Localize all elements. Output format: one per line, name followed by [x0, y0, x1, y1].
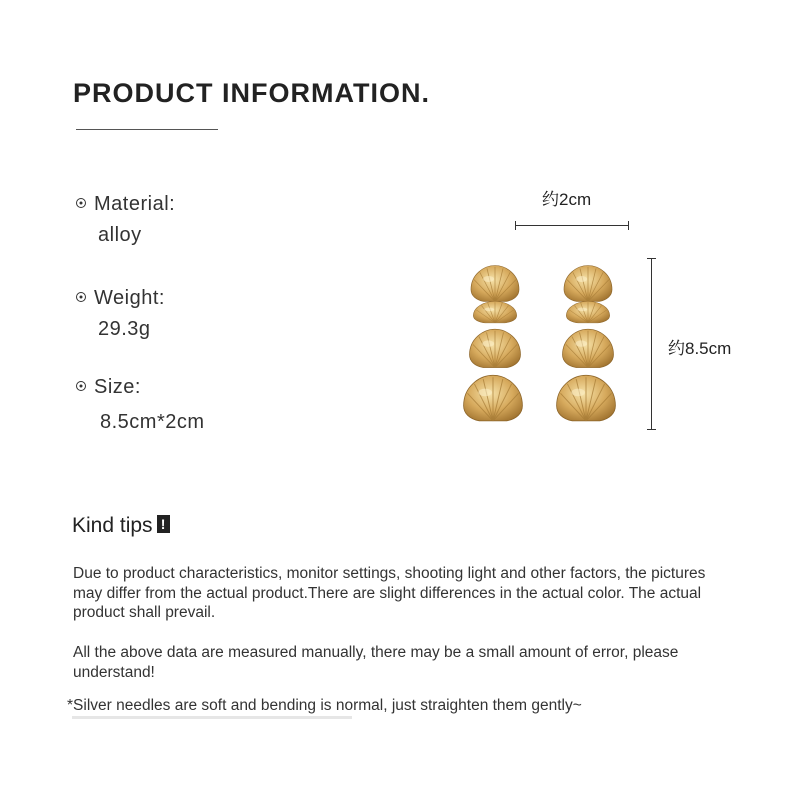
height-dimension-line [651, 258, 652, 430]
kind-tips-title: Kind tips [72, 514, 153, 537]
bullet-icon [76, 381, 86, 391]
spec-weight-label: Weight: [94, 287, 165, 309]
spec-size [76, 376, 205, 434]
page-title: PRODUCT INFORMATION. [73, 78, 430, 108]
spec-material-value: alloy [98, 224, 142, 246]
earrings-image [455, 255, 625, 435]
exclamation-icon: ! [157, 515, 170, 533]
height-dimension-label: 约8.5cm [668, 339, 732, 358]
right-earring [557, 266, 616, 421]
kind-tips-heading [72, 514, 170, 538]
spec-weight-value: 29.3g [98, 318, 151, 340]
measurement-paragraph: All the above data are measured manually, there may be a small amount of error, please understand! [73, 644, 679, 681]
spec-material-label: Material: [94, 193, 176, 215]
silver-needle-note: *Silver needles are soft and bending is normal, just straighten them gently~ [67, 697, 582, 714]
spec-material [76, 193, 175, 247]
disclaimer-paragraph: Due to product characteristics, monitor settings, shooting light and other factors, the pictures may differ from the actual product.There are slight differences in the actual color. The actual product shall prevail. [73, 565, 706, 621]
spec-size-value: 8.5cm*2cm [100, 411, 205, 433]
width-dimension-line [515, 225, 629, 226]
left-earring [464, 266, 523, 421]
spec-weight [76, 287, 165, 341]
spec-size-label: Size: [94, 376, 141, 398]
bullet-icon [76, 198, 86, 208]
bullet-icon [76, 292, 86, 302]
note-highlight [72, 716, 352, 719]
title-divider [76, 129, 218, 130]
width-dimension-label: 约2cm [542, 190, 592, 209]
